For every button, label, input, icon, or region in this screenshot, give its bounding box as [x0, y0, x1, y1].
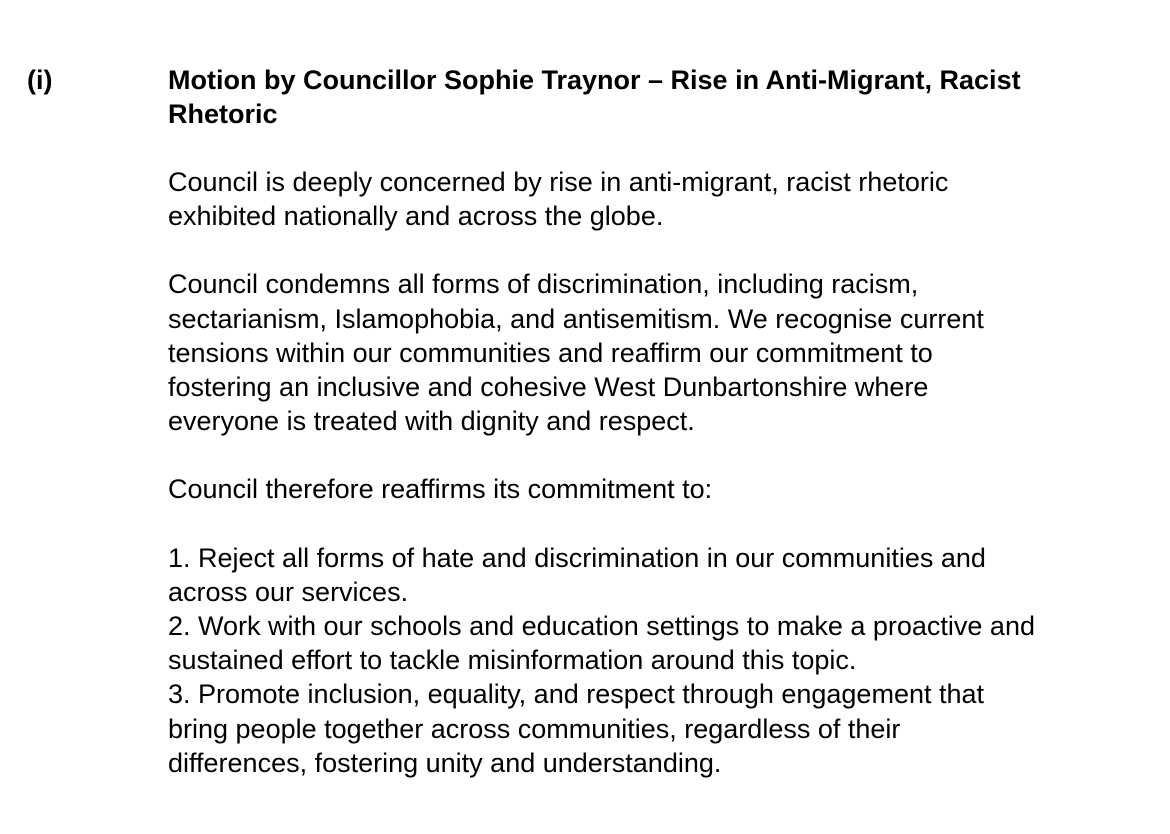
motion-title: Motion by Councillor Sophie Traynor – Rise in Anti-Migrant, Racist Rhetoric — [168, 65, 1021, 129]
paragraph-concern: Council is deeply concerned by rise in anti-migrant, racist rhetoric exhibited nationally and across the globe. — [168, 167, 949, 232]
commitment-item: 1. Reject all forms of hate and discrimination in our communities and across our services. — [168, 542, 986, 607]
item-marker: (i) — [27, 65, 53, 95]
paragraph-reaffirmation: Council therefore reaffirms its commitment to: — [168, 474, 713, 505]
motion-content — [168, 63, 1148, 780]
commitment-item: 2. Work with our schools and education settings to make a proactive and sustained effort to tackle misinformation around this topic. — [168, 611, 1035, 676]
paragraph-condemnation: Council condemns all forms of discrimination, including racism, sectarianism, Islamophobia, and antisemitism. We recognise current tensions within our communities and reaffirm our commitment to fostering an inclusive and cohesive West Dunbartonshire where everyone is treated with dignity and respect. — [168, 269, 984, 437]
commitments-list — [168, 541, 1148, 780]
commitment-item: 3. Promote inclusion, equality, and respect through engagement that bring people together across communities, regardless of their differences, fostering unity and understanding. — [168, 679, 985, 778]
